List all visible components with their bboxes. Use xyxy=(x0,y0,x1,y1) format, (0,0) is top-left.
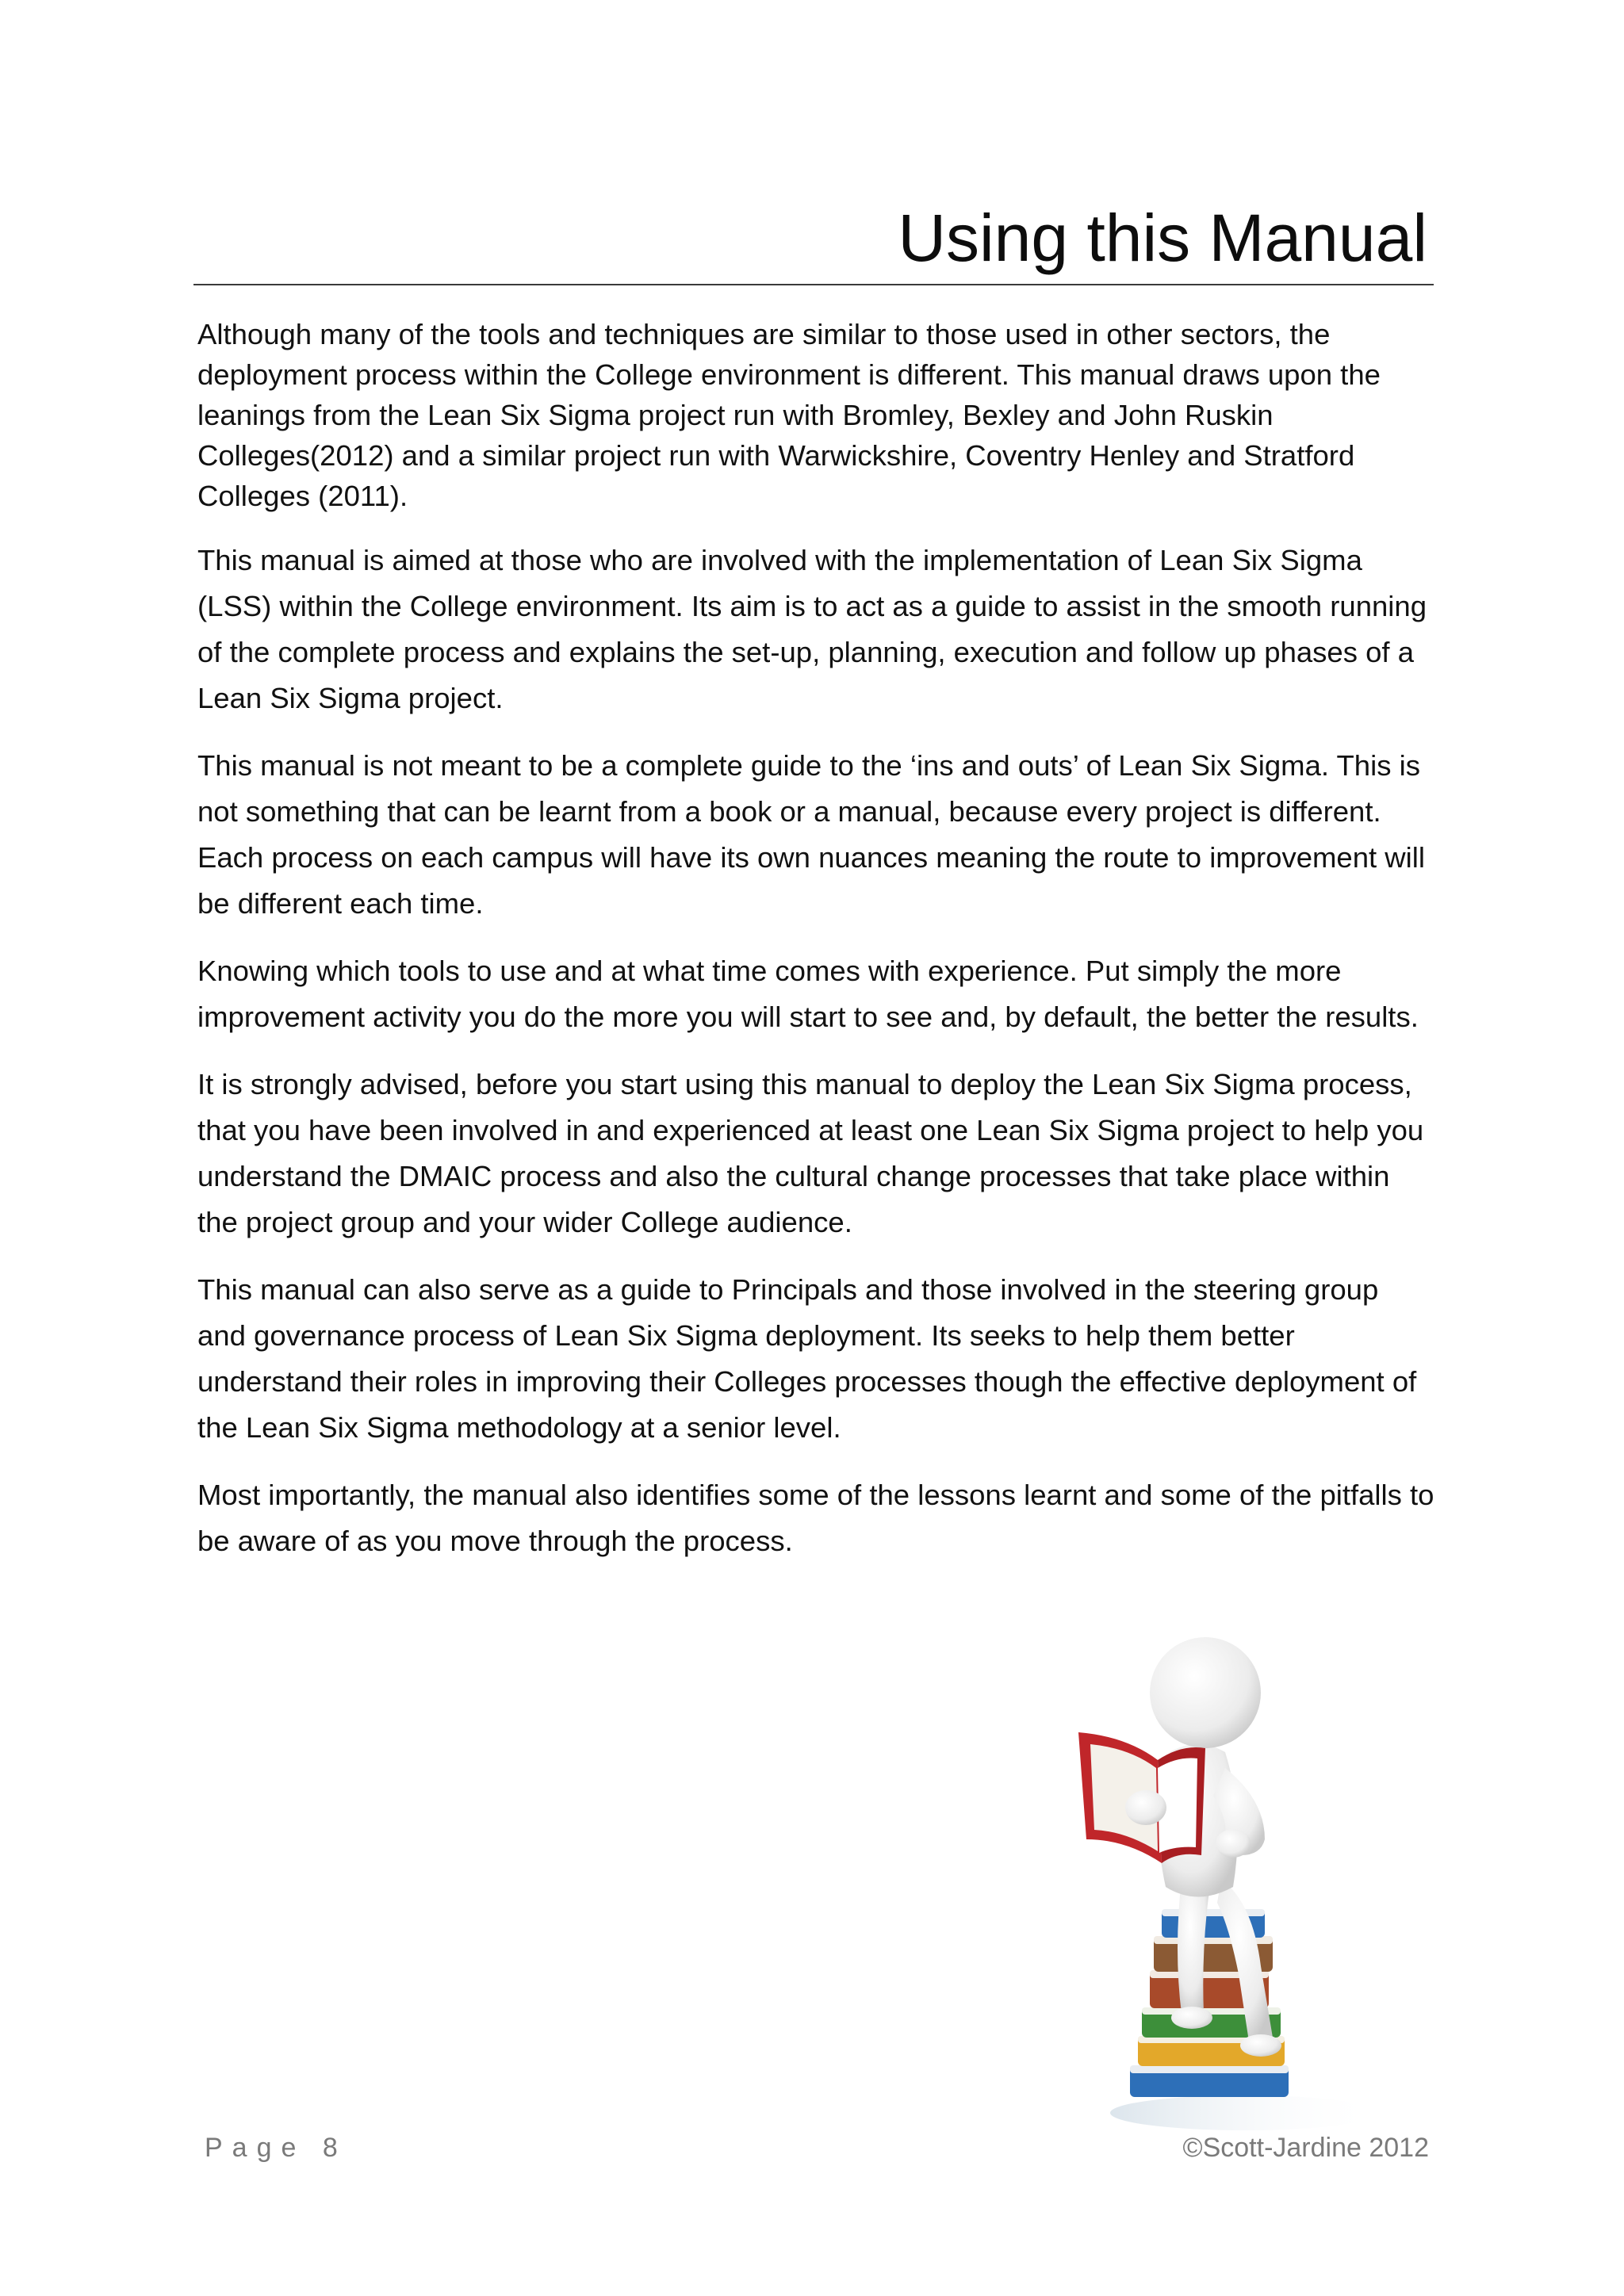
title-divider xyxy=(193,284,1434,285)
page-number: Page 8 xyxy=(205,2133,347,2163)
copyright-notice: ©Scott-Jardine 2012 xyxy=(1182,2133,1429,2163)
body-text xyxy=(197,314,1434,1586)
paragraph-principals: This manual can also serve as a guide to Principals and those involved in the steering group and governance process of Lean Six Sigma deployment. Its seeks to help them better understand their roles in improving their Colleges processes though the effective deployment of the Lean Six Sigma methodology at a senior level. xyxy=(197,1273,1417,1444)
paragraph-scope: This manual is not meant to be a complete guide to the ‘ins and outs’ of Lean Six Sigma. This is not something that can be learnt from a book or a manual, because every project is different. Each process on each campus will have its own nuances meaning the route to improvement will be different each time. xyxy=(197,749,1425,920)
reading-figure-illustration xyxy=(1063,1617,1396,2141)
page-title: Using this Manual xyxy=(898,201,1427,275)
stick-figure-reading-on-books-icon xyxy=(1063,1617,1396,2141)
paragraph-experience: Knowing which tools to use and at what time comes with experience. Put simply the more improvement activity you do the more you will start to see and, by default, the better the results. xyxy=(197,955,1419,1033)
paragraph-lessons: Most importantly, the manual also identifies some of the lessons learnt and some of the pitfalls to be aware of as you move through the process. xyxy=(197,1479,1434,1557)
paragraph-audience: This manual is aimed at those who are involved with the implementation of Lean Six Sigma (LSS) within the College environment. Its aim is to act as a guide to assist in the smooth running of the complete process and explains the set-up, planning, execution and follow up phases of a Lean Six Sigma project. xyxy=(197,544,1427,714)
paragraph-advice: It is strongly advised, before you start using this manual to deploy the Lean Six Sigma process, that you have been involved in and experienced at least one Lean Six Sigma project to help you understand the DMAIC process and also the cultural change processes that take place within the project group and your wider College audience. xyxy=(197,1068,1424,1238)
paragraph-intro: Although many of the tools and techniques are similar to those used in other sectors, the deployment process within the College environment is different. This manual draws upon the leanings from the Lean Six Sigma project run with Bromley, Bexley and John Ruskin Colleges(2012) and a similar project run with Warwickshire, Coventry Henley and Stratford Colleges (2011). xyxy=(197,318,1381,512)
